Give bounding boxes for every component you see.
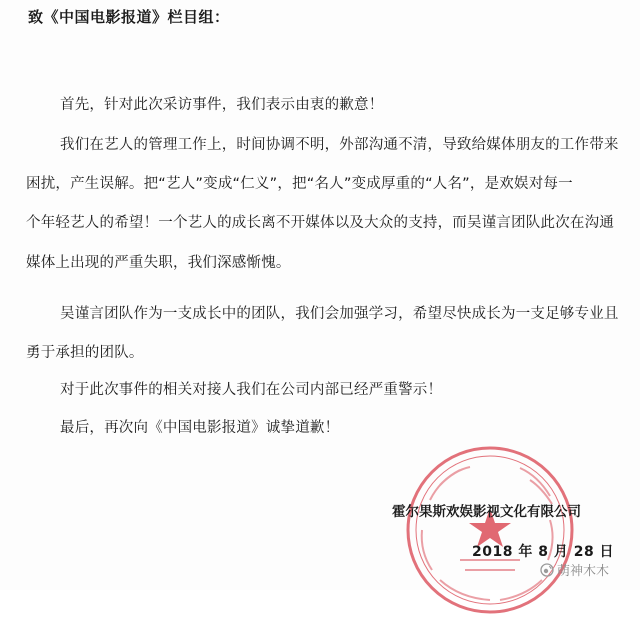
letter-line: 媒体上出现的严重失职，我们深感惭愧。 <box>26 255 291 271</box>
letter-line: 最后，再次向《中国电影报道》诚挚道歉！ <box>60 420 340 436</box>
letter-line: 对于此次事件的相关对接人我们在公司内部已经严重警示！ <box>60 382 443 398</box>
letter-line: 我们在艺人的管理工作上，时间协调不明，外部沟通不清，导致给媒体朋友的工作带来 <box>60 137 619 153</box>
salutation: 致《中国电影报道》栏目组： <box>28 8 230 26</box>
company-seal <box>400 440 580 620</box>
letter-date: 2018 年 8 月 28 日 <box>472 544 615 560</box>
weibo-icon <box>540 563 554 577</box>
letter-line: 吴谨言团队作为一支成长中的团队，我们会加强学习，希望尽快成长为一支足够专业且 <box>60 306 619 322</box>
letter-line: 困扰，产生误解。把“艺人”变成“仁义”，把“名人”变成厚重的“人名”，是欢娱对每一 <box>26 176 573 192</box>
company-name: 霍尔果斯欢娱影视文化有限公司 <box>392 504 581 520</box>
letter-line: 首先，针对此次采访事件，我们表示由衷的歉意！ <box>60 97 384 113</box>
letter-line: 个年轻艺人的希望！一个艺人的成长离不开媒体以及大众的支持，而吴谨言团队此次在沟通 <box>26 215 614 231</box>
watermark <box>540 560 609 579</box>
letter-line: 勇于承担的团队。 <box>26 345 144 361</box>
watermark-text: 萌神木木 <box>557 564 610 579</box>
